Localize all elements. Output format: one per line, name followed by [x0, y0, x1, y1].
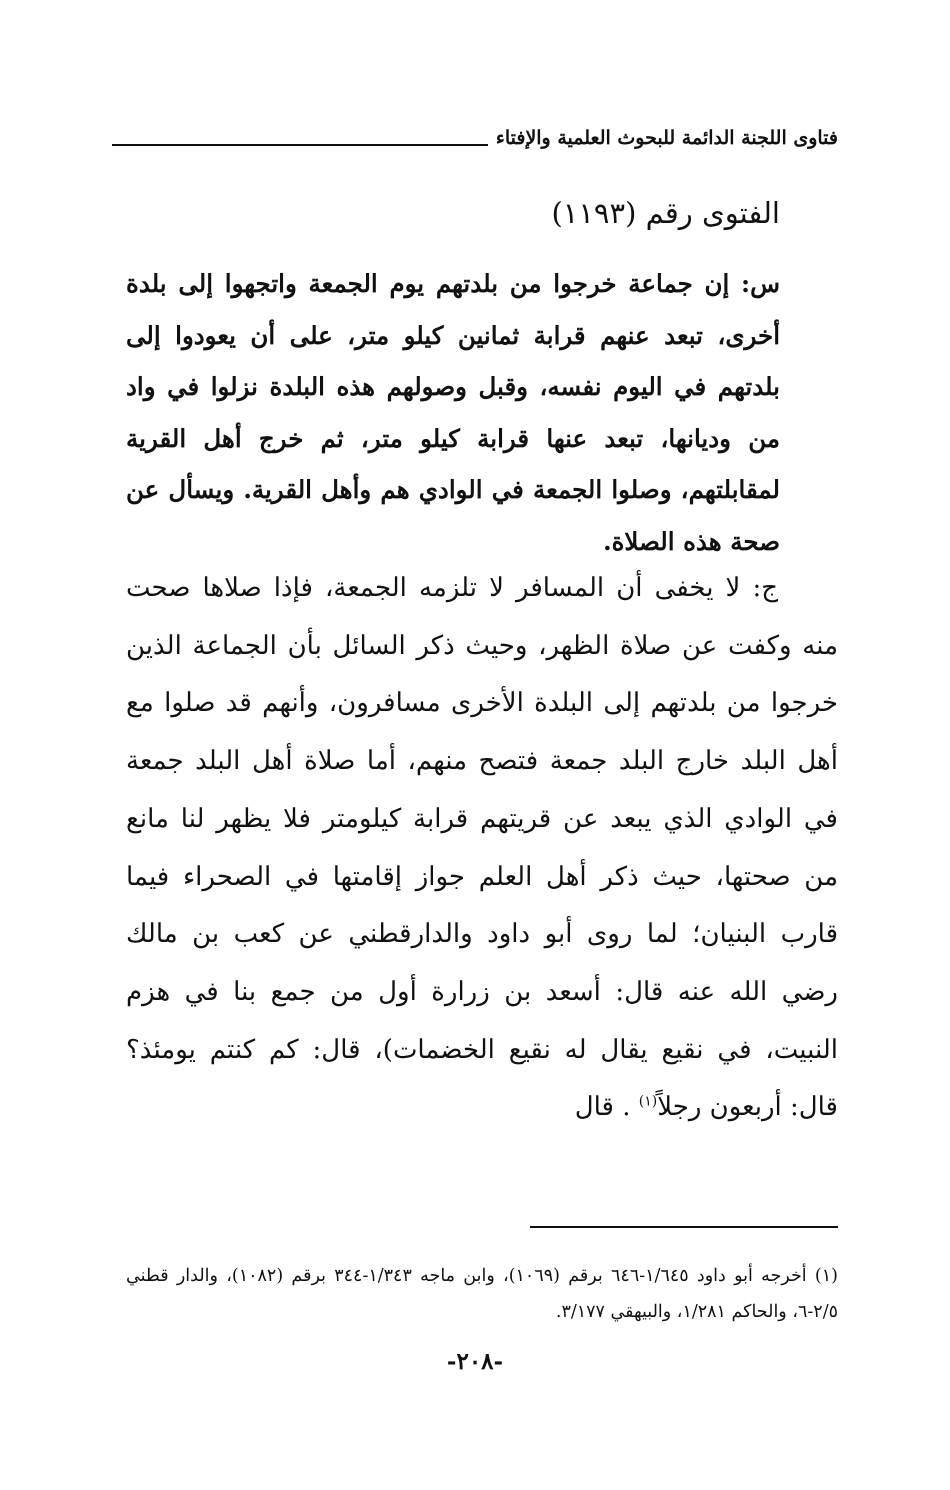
header-rule — [112, 144, 488, 146]
answer-continuation: . قال — [574, 1092, 639, 1123]
footnote-reference[interactable]: (١) — [638, 1093, 658, 1110]
footnote-divider — [530, 1226, 838, 1228]
fatwa-number: الفتوى رقم (١١٩٣) — [551, 196, 780, 230]
footnote: (١) أخرجه أبو داود ١/٦٤٥-٦٤٦ برقم (١٠٦٩)، وابن ماجه ١/٣٤٣-٣٤٤ برقم (١٠٨٢)، والدار قطني ٢/٥-٦، والحاكم ١/٢٨١، والبيهقي ٣/١٧٧. — [126, 1266, 838, 1322]
question-text: س: إن جماعة خرجوا من بلدتهم يوم الجمعة واتجهوا إلى بلدة أخرى، تبعد عنهم قرابة ثمانين كيلو متر، على أن يعودوا إلى بلدتهم في اليوم نفسه، وقبل وصولهم هذه البلدة نزلوا في واد من وديانها، تبعد عنها قرابة كيلو متر، ثم خرج أهل القرية لمقابلتهم، وصلوا الجمعة في الوادي هم وأهل القرية. ويسأل عن صحة هذه الصلاة. — [126, 269, 780, 556]
page-number: -٢٠٨- — [446, 1348, 504, 1375]
question-paragraph — [126, 258, 838, 567]
answer-text: ج: لا يخفى أن المسافر لا تلزمه الجمعة، فإذا صلاها صحت منه وكفت عن صلاة الظهر، وحيث ذكر السائل بأن الجماعة الذين خرجوا من بلدتهم إلى البلدة الأخرى مسافرون، وأنهم قد صلوا مع أهل البلد خارج البلد جمعة فتصح منهم، أما صلاة أهل البلد جمعة في الوادي الذي يبعد عن قريتهم قرابة كيلومتر فلا يظهر لنا مانع من صحتها، حيث ذكر أهل العلم جواز إقامتها في الصحراء فيما قارب البنيان؛ لما روى أبو داود والدارقطني عن كعب بن مالك رضي الله عنه قال: أسعد بن زرارة أول من جمع بنا في هزم النبيت، في نقيع يقال له نقيع الخضمات)، قال: كم كنتم يومئذ؟ قال: أربعون رجلاً — [126, 573, 838, 1123]
running-header — [112, 118, 838, 158]
header-title: فتاوى اللجنة الدائمة للبحوث العلمية والإفتاء — [495, 127, 838, 149]
answer-paragraph — [126, 560, 838, 1137]
